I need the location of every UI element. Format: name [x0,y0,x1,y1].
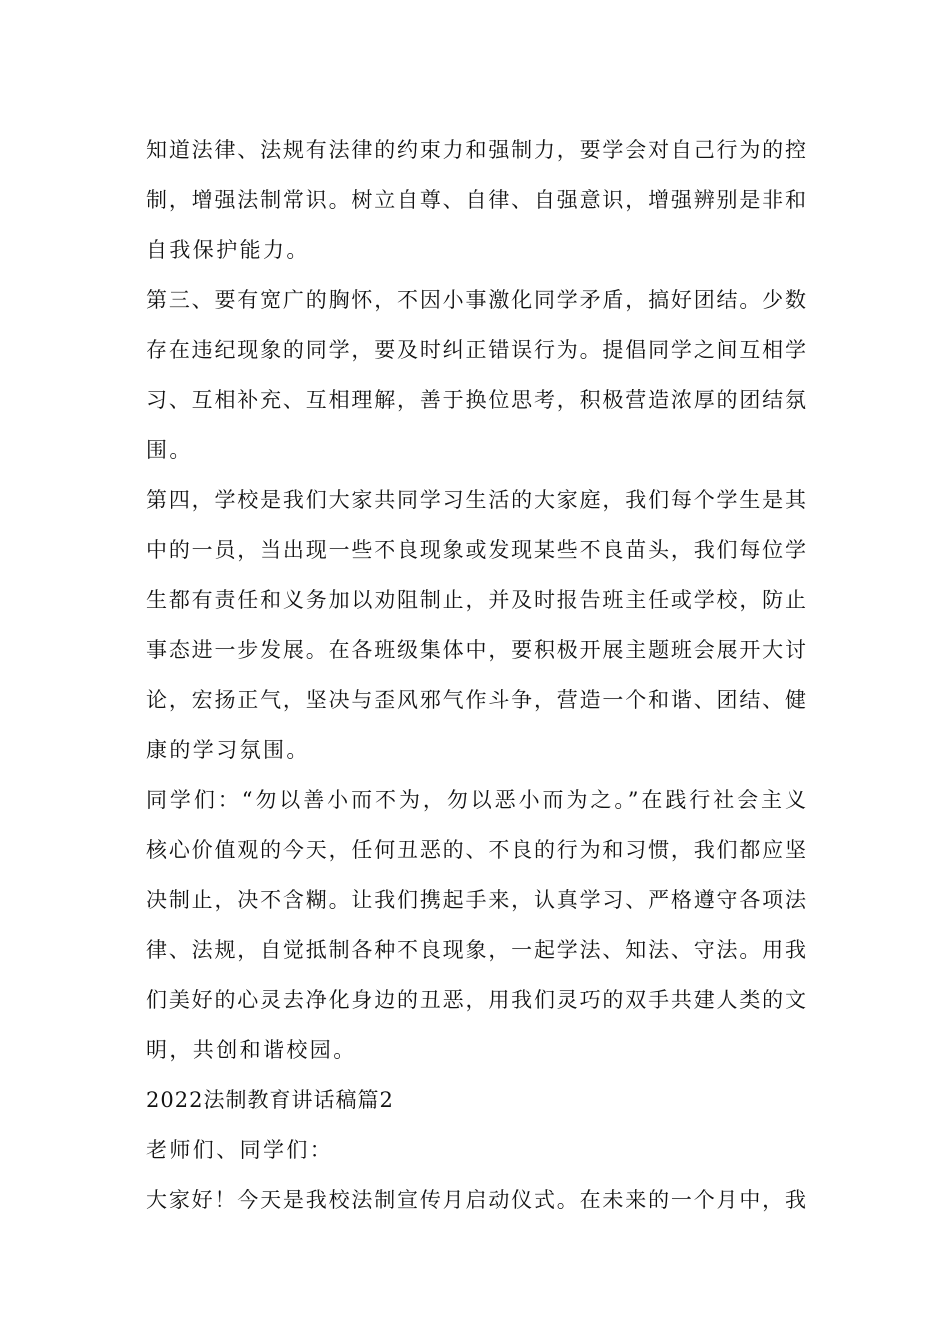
salutation: 老师们、同学们： [146,1138,334,1162]
text-line: 事态进一步发展。在各班级集体中，要积极开展主题班会展开大讨 [146,638,806,662]
text-line: 大家好！今天是我校法制宣传月启动仪式。在未来的一个月中，我 [146,1188,806,1212]
text-line: 第三、要有宽广的胸怀，不因小事激化同学矛盾，搞好团结。少数 [146,288,806,312]
text-line: 存在违纪现象的同学，要及时纠正错误行为。提倡同学之间互相学 [146,338,806,362]
text-line: 明，共创和谐校园。 [146,1038,357,1062]
text-line: 论，宏扬正气，坚决与歪风邪气作斗争，营造一个和谐、团结、健 [146,688,806,712]
text-line: 生都有责任和义务加以劝阻制止，并及时报告班主任或学校，防止 [146,588,806,612]
text-line: 习、互相补充、互相理解，善于换位思考，积极营造浓厚的团结氛 [146,388,806,412]
text-line: 们美好的心灵去净化身边的丑恶，用我们灵巧的双手共建人类的文 [146,988,806,1012]
text-line: 同学们：“勿以善小而不为，勿以恶小而为之。”在践行社会主义 [146,788,806,812]
text-line: 决制止，决不含糊。让我们携起手来，认真学习、严格遵守各项法 [146,888,806,912]
text-line: 围。 [146,438,193,462]
text-line: 律、法规，自觉抵制各种不良现象，一起学法、知法、守法。用我 [146,938,806,962]
section-heading: 2022法制教育讲话稿篇2 [146,1088,394,1112]
text-line: 自我保护能力。 [146,238,310,262]
text-line: 中的一员，当出现一些不良现象或发现某些不良苗头，我们每位学 [146,538,806,562]
text-line: 第四，学校是我们大家共同学习生活的大家庭，我们每个学生是其 [146,488,806,512]
text-line: 知道法律、法规有法律的约束力和强制力，要学会对自己行为的控 [146,138,806,162]
text-line: 制，增强法制常识。树立自尊、自律、自强意识，增强辨别是非和 [146,188,806,212]
text-line: 康的学习氛围。 [146,738,310,762]
text-line: 核心价值观的今天，任何丑恶的、不良的行为和习惯，我们都应坚 [146,838,806,862]
